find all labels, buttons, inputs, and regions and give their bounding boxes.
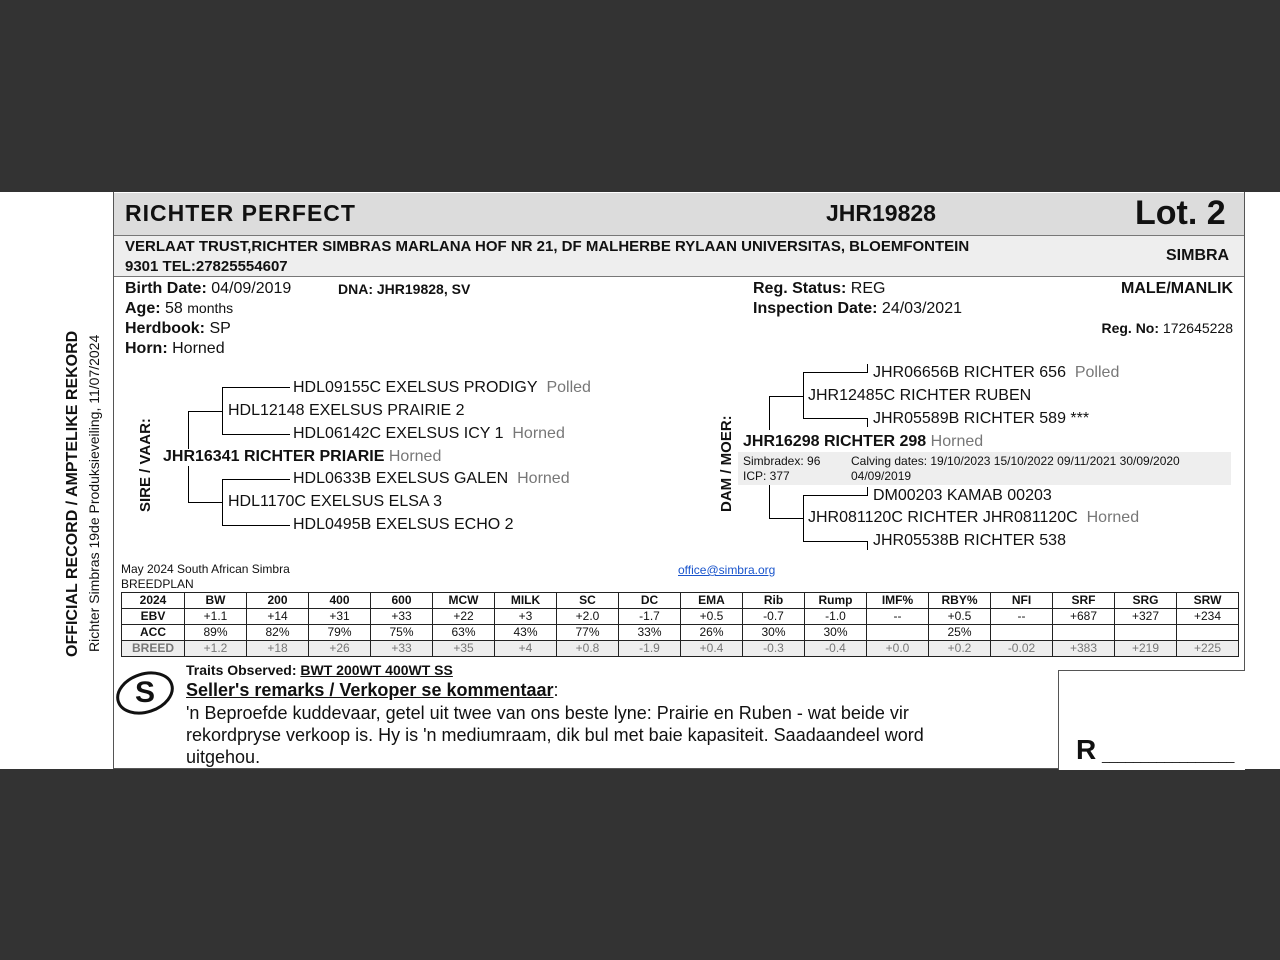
connector	[867, 364, 868, 373]
ebv-cell: +687	[1053, 609, 1115, 625]
reg-no	[1101, 320, 1233, 336]
ebv-cell: +0.0	[867, 641, 929, 657]
ebv-col-header: SRW	[1177, 593, 1239, 609]
connector	[188, 466, 189, 502]
connector	[222, 434, 290, 435]
ebv-cell: 82%	[247, 625, 309, 641]
pedigree-name: HDL09155C EXELSUS PRODIGY	[293, 379, 538, 396]
ebv-source: May 2024 South African Simbra	[121, 562, 290, 576]
ebv-cell: +26	[309, 641, 371, 657]
connector	[222, 387, 223, 435]
remarks-line: 'n Beproefde kuddevaar, getel uit twee van ons beste lyne: Prairie en Ruben - wat beide vir	[186, 703, 909, 723]
ebv-col-header: SC	[557, 593, 619, 609]
sex-label: MALE/MANLIK	[1121, 280, 1233, 297]
age-label: Age:	[125, 300, 161, 317]
dam	[743, 433, 983, 451]
ebv-cell: +18	[247, 641, 309, 657]
birth-date-value: 04/09/2019	[211, 280, 292, 297]
ebv-cell: --	[991, 609, 1053, 625]
horn-note: Polled	[546, 379, 591, 396]
ebv-cell: 43%	[495, 625, 557, 641]
ebv-col-header: IMF%	[867, 593, 929, 609]
ebv-col-header: 200	[247, 593, 309, 609]
ebv-cell: +4	[495, 641, 557, 657]
dam-dam	[808, 509, 1139, 527]
connector	[867, 541, 868, 550]
ebv-col-header: SRG	[1115, 593, 1177, 609]
ebv-system: BREEDPLAN	[121, 577, 194, 591]
dam-calving-dates: Calving dates: 19/10/2023 15/10/2022 09/11/2021 30/09/2020	[851, 454, 1180, 468]
ebv-cell: 89%	[185, 625, 247, 641]
ebv-cell: +33	[371, 609, 433, 625]
ebv-cell: +383	[1053, 641, 1115, 657]
dam-label: DAM / MOER:	[718, 415, 735, 512]
ebv-col-header: Rump	[805, 593, 867, 609]
ebv-row	[122, 641, 1239, 657]
ebv-cell: -1.7	[619, 609, 681, 625]
ebv-cell: +0.5	[929, 609, 991, 625]
pedigree-name: HDL06142C EXELSUS ICY 1	[293, 425, 504, 442]
ebv-row-label: EBV	[122, 609, 185, 625]
ebv-col-header: NFI	[991, 593, 1053, 609]
pedigree-name: HDL0633B EXELSUS GALEN	[293, 470, 509, 487]
ebv-cell: -0.02	[991, 641, 1053, 657]
sire-sire: HDL12148 EXELSUS PRAIRIE 2	[228, 402, 465, 419]
ebv-row-label: ACC	[122, 625, 185, 641]
connector	[803, 495, 868, 496]
pedigree-name: JHR16298 RICHTER 298	[743, 433, 927, 450]
traits-value: BWT 200WT 400WT SS	[300, 662, 453, 678]
connector	[803, 418, 868, 419]
price-label: R	[1076, 734, 1097, 765]
remarks-line: uitgehou.	[186, 747, 261, 767]
simbra-logo-icon	[114, 668, 176, 716]
horn-value: Horned	[172, 340, 225, 357]
ebv-cell: -0.7	[743, 609, 805, 625]
ebv-cell: +22	[433, 609, 495, 625]
ebv-cell: +1.1	[185, 609, 247, 625]
horn	[125, 340, 225, 358]
connector	[769, 484, 770, 518]
connector	[188, 411, 189, 449]
ebv-cell: +234	[1177, 609, 1239, 625]
dam-sire: JHR12485C RICHTER RUBEN	[808, 387, 1032, 404]
pedigree-name: JHR06656B RICHTER 656	[873, 364, 1066, 381]
ebv-cell: +35	[433, 641, 495, 657]
svg-text:S: S	[134, 676, 156, 709]
reg-no-value: 172645228	[1162, 320, 1233, 336]
sire-dam-dam: HDL0495B EXELSUS ECHO 2	[293, 516, 514, 533]
inspection-date-value: 24/03/2021	[881, 300, 962, 317]
horn-note: Horned	[1086, 509, 1140, 526]
ebv-cell	[1053, 625, 1115, 641]
herdbook	[125, 320, 231, 338]
dam-dam-sire: DM00203 KAMAB 00203	[873, 487, 1052, 504]
ebv-col-header: MCW	[433, 593, 495, 609]
ebv-cell	[867, 625, 929, 641]
connector	[188, 411, 222, 412]
ebv-cell: +2.0	[557, 609, 619, 625]
ebv-table	[121, 592, 1239, 657]
ebv-cell: 30%	[743, 625, 805, 641]
horn-note: Horned	[388, 448, 442, 465]
birth-date	[125, 280, 291, 298]
birth-date-label: Birth Date:	[125, 280, 207, 297]
ebv-cell: +225	[1177, 641, 1239, 657]
reg-no-label: Reg. No:	[1101, 320, 1160, 336]
reg-status-label: Reg. Status:	[753, 280, 847, 297]
ebv-cell: 63%	[433, 625, 495, 641]
horn-note: Horned	[517, 470, 570, 487]
connector	[222, 479, 223, 526]
official-record-title: OFFICIAL RECORD / AMPTELIKE REKORD	[64, 330, 81, 657]
owner-address-line1: VERLAAT TRUST,RICHTER SIMBRAS MARLANA HOF NR 21, DF MALHERBE RYLAAN UNIVERSITAS, BLOEMFONTEIN	[125, 238, 970, 255]
ebv-row-label: BREED	[122, 641, 185, 657]
ebv-cell: -1.9	[619, 641, 681, 657]
connector	[803, 495, 804, 542]
connector	[222, 479, 290, 480]
ebv-cell: +31	[309, 609, 371, 625]
breed-label: SIMBRA	[1166, 247, 1230, 264]
ebv-cell: 30%	[805, 625, 867, 641]
ebv-cell: -0.3	[743, 641, 805, 657]
remarks-colon: :	[553, 680, 559, 700]
connector	[769, 396, 770, 430]
sale-subtitle: Richter Simbras 19de Produksieveiling, 11/07/2024	[86, 334, 102, 652]
connector	[867, 487, 868, 496]
animal-id: JHR19828	[826, 200, 936, 226]
ebv-cell: +327	[1115, 609, 1177, 625]
sire-sire-dam	[293, 425, 565, 443]
pedigree-name: JHR16341 RICHTER PRIARIE	[163, 448, 385, 465]
dam-sire-sire	[873, 364, 1119, 382]
sire-label: SIRE / VAAR:	[137, 418, 154, 512]
ebv-col-header: EMA	[681, 593, 743, 609]
dam-sire-dam: JHR05589B RICHTER 589 ***	[873, 410, 1090, 427]
ebv-col-header: 2024	[122, 593, 185, 609]
reg-status-value: REG	[850, 280, 886, 297]
horn-label: Horn:	[125, 340, 168, 357]
sire-dam-sire	[293, 470, 570, 488]
ebv-header-row	[122, 593, 1239, 609]
ebv-cell	[1115, 625, 1177, 641]
inspection-date-label: Inspection Date:	[753, 300, 878, 317]
ebv-col-header: DC	[619, 593, 681, 609]
connector	[188, 502, 222, 503]
ebv-col-header: 600	[371, 593, 433, 609]
ebv-cell: 77%	[557, 625, 619, 641]
ebv-cell	[991, 625, 1053, 641]
connector	[803, 541, 868, 542]
sire-dam: HDL1170C EXELSUS ELSA 3	[228, 493, 443, 510]
ebv-cell: +1.2	[185, 641, 247, 657]
ebv-col-header: RBY%	[929, 593, 991, 609]
ebv-cell: +219	[1115, 641, 1177, 657]
ebv-cell: --	[867, 609, 929, 625]
horn-note: Horned	[512, 425, 565, 442]
ebv-col-header: BW	[185, 593, 247, 609]
connector	[222, 387, 290, 388]
herdbook-label: Herdbook:	[125, 320, 205, 337]
owner-address-line2: 9301 TEL:27825554607	[125, 258, 288, 275]
inspection-date	[753, 300, 962, 318]
connector	[769, 518, 803, 519]
ebv-cell	[1177, 625, 1239, 641]
ebv-cell: 33%	[619, 625, 681, 641]
ebv-col-header: SRF	[1053, 593, 1115, 609]
ebv-cell: +0.2	[929, 641, 991, 657]
age	[125, 300, 233, 318]
dna-info: DNA: JHR19828, SV	[338, 281, 471, 297]
contact-email-link[interactable]: office@simbra.org	[678, 563, 776, 577]
ebv-cell: +0.4	[681, 641, 743, 657]
ebv-cell: +3	[495, 609, 557, 625]
dam-calving-dates-cont: 04/09/2019	[851, 469, 912, 483]
animal-name: RICHTER PERFECT	[125, 200, 356, 226]
remarks-heading	[186, 680, 559, 701]
age-value: 58	[165, 300, 183, 317]
sire	[163, 448, 441, 466]
ebv-col-header: MILK	[495, 593, 557, 609]
horn-note: Horned	[930, 433, 984, 450]
ebv-col-header: Rib	[743, 593, 805, 609]
ebv-cell: +0.8	[557, 641, 619, 657]
ebv-cell: 79%	[309, 625, 371, 641]
lot-number: Lot. 2	[1135, 194, 1226, 232]
age-unit: months	[187, 300, 234, 316]
ebv-col-header: 400	[309, 593, 371, 609]
traits-observed	[186, 662, 453, 678]
connector	[867, 418, 868, 427]
ebv-row	[122, 625, 1239, 641]
dam-dam-dam: JHR05538B RICHTER 538	[873, 532, 1066, 549]
connector	[803, 372, 868, 373]
connector	[803, 372, 804, 419]
herdbook-value: SP	[209, 320, 231, 337]
reg-status	[753, 280, 885, 298]
ebv-cell: +0.5	[681, 609, 743, 625]
ebv-cell: 75%	[371, 625, 433, 641]
sire-sire-sire	[293, 379, 591, 397]
connector	[769, 396, 803, 397]
remarks-heading-text: Seller's remarks / Verkoper se kommentaar	[186, 680, 554, 700]
ebv-cell: +33	[371, 641, 433, 657]
ebv-cell: -1.0	[805, 609, 867, 625]
ebv-row	[122, 609, 1239, 625]
traits-label: Traits Observed:	[186, 662, 297, 678]
ebv-cell: 26%	[681, 625, 743, 641]
horn-note: Polled	[1074, 364, 1120, 381]
dam-simbradex: Simbradex: 96	[743, 454, 821, 468]
remarks-line: rekordpryse verkoop is. Hy is 'n mediumraam, dik bul met baie kapasiteit. Saadaandeel word	[186, 725, 924, 745]
ebv-cell: 25%	[929, 625, 991, 641]
ebv-cell: +14	[247, 609, 309, 625]
ebv-cell: -0.4	[805, 641, 867, 657]
connector	[222, 525, 290, 526]
price-blank: _________________	[1102, 747, 1235, 763]
dam-icp: ICP: 377	[743, 469, 790, 483]
pedigree-name: JHR081120C RICHTER JHR081120C	[808, 509, 1078, 526]
